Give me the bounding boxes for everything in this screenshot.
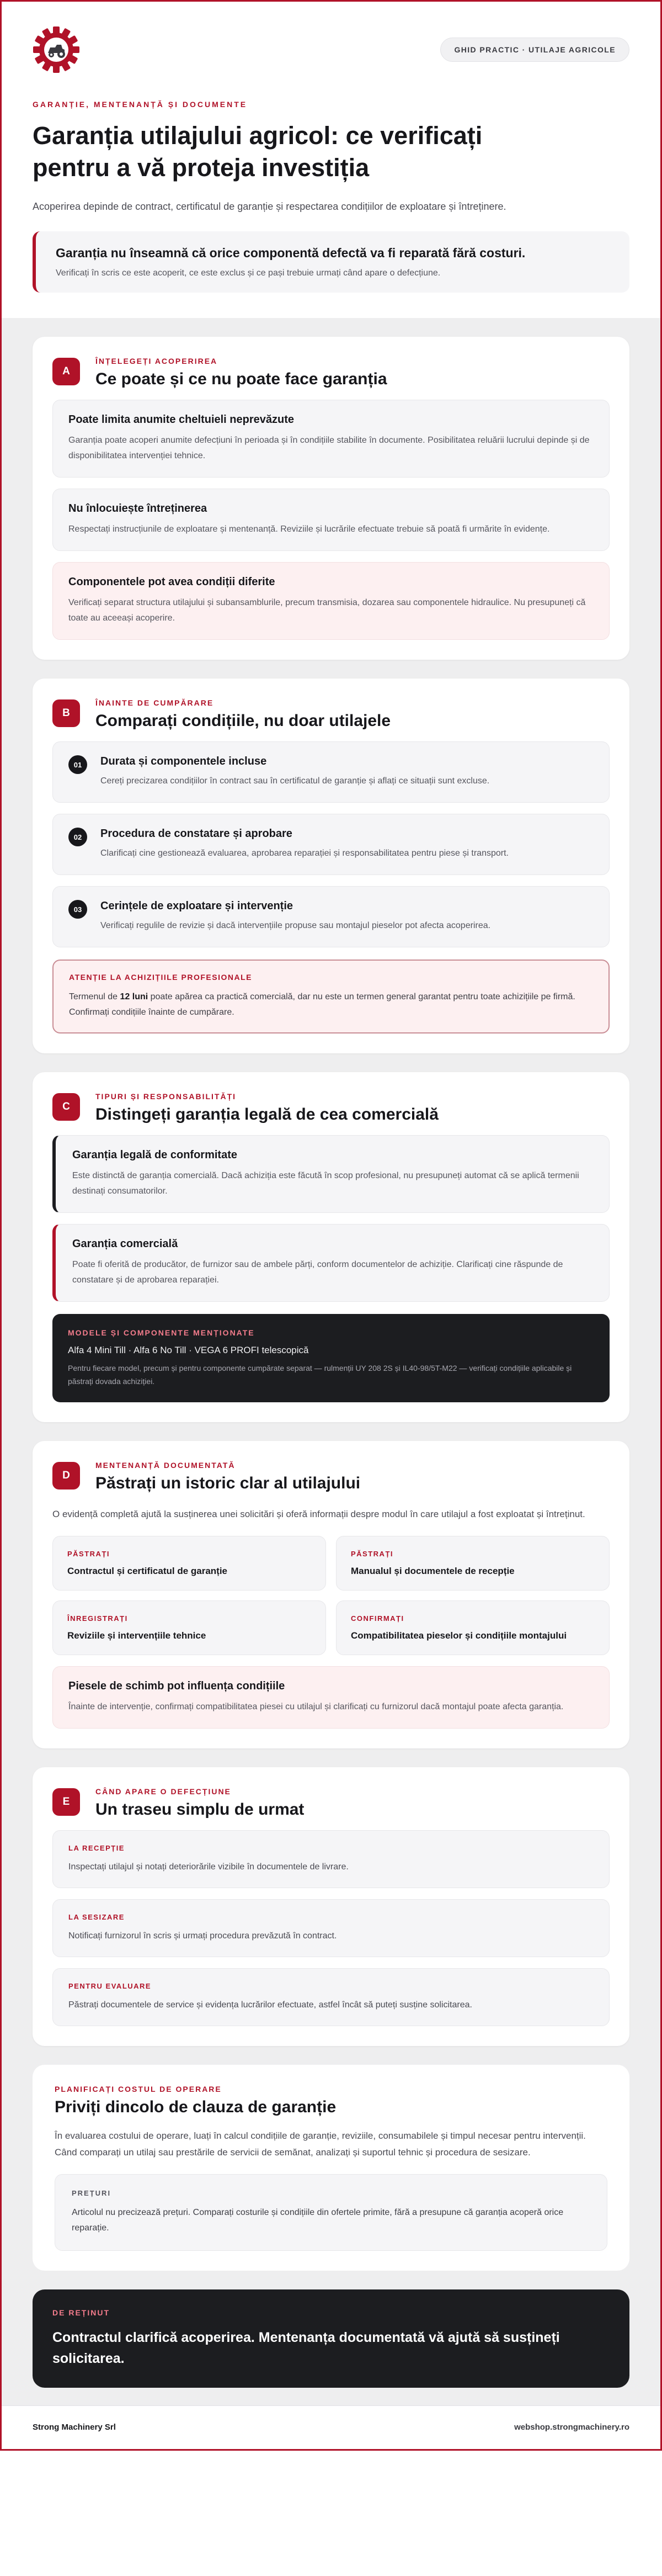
spare-parts-note-title: Piesele de schimb pot influența condițiile (68, 1680, 285, 1692)
section-a-eyebrow: ÎNȚELEGEȚI ACOPERIREA (95, 357, 218, 365)
record-tile-title: Contractul și certificatul de garanție (67, 1566, 228, 1576)
process-step-text: Inspectați utilajul și notați deteriorările vizibile în documentele de livrare. (68, 1862, 349, 1872)
coverage-item-title: Componentele pot avea condiții diferite (68, 576, 275, 588)
summary-kicker: DE REȚINUT (52, 2308, 110, 2317)
spare-parts-note-text: Înainte de intervenție, confirmați compatibilitatea piesei cu utilajul și clarificați cu furnizorul dacă montajul poate afecta garanția. (68, 1702, 564, 1711)
page-title: Garanția utilajului agricol: ce verificați pentru a vă proteja investiția (33, 121, 483, 182)
top-bar (33, 26, 629, 73)
models-kicker: MODELE ȘI COMPONENTE MENȚIONATE (68, 1328, 255, 1337)
section-e-title: Un traseu simplu de urmat (95, 1800, 305, 1819)
section-a-title: Ce poate și ce nu poate face garanția (95, 370, 387, 388)
webshop-link[interactable]: webshop.strongmachinery.ro (514, 2423, 629, 2432)
section-b-card (33, 679, 629, 1053)
process-step (52, 1830, 610, 1888)
operating-cost-eyebrow: PLANIFICAȚI COSTUL DE OPERARE (55, 2085, 222, 2093)
operating-cost-card (33, 2065, 629, 2271)
process-step-kicker: PENTRU EVALUARE (68, 1982, 152, 1990)
checklist-item-text: Clarificați cine gestionează evaluarea, aprobarea reparației și responsabilitatea pentru piese și transport. (100, 849, 509, 858)
record-tile (336, 1600, 610, 1655)
legal-warranty-text: Este distinctă de garanția comercială. Dacă achiziția este făcută în scop profesional, nu presupuneți automat că se aplică termenii destinați consumatorilor. (72, 1171, 579, 1196)
process-step-kicker: LA SESIZARE (68, 1913, 125, 1921)
coverage-item-text: Garanția poate acoperi anumite defecțiuni în perioada și în condițiile stabilite în documente. Posibilitatea reluării lucrului depinde și de disponibilitatea intervenției tehnice. (68, 436, 590, 460)
checklist-item-title: Cerințele de exploatare și intervenție (100, 900, 293, 912)
prices-text: Articolul nu precizează prețuri. Comparați costurile și condițiile din ofertele primite, fără a presupune că garanția acoperă orice reparație. (72, 2208, 564, 2233)
section-b-badge: B (52, 699, 80, 727)
models-text: Pentru fiecare model, precum și pentru componente cumpărate separat — rulmenții UY 208 2S și IL40-98/5T-M22 — verificați condițiile aplicabile și păstrați dovada achiziției. (68, 1364, 572, 1386)
process-step-text: Păstrați documentele de service și evidența lucrărilor efectuate, astfel încât să puteți susține solicitarea. (68, 2000, 472, 2010)
section-b-eyebrow: ÎNAINTE DE CUMPĂRARE (95, 698, 214, 707)
checklist-item-title: Durata și componentele incluse (100, 755, 267, 767)
legal-warranty-box (52, 1135, 610, 1213)
record-tile-kicker: PĂSTRAȚI (351, 1550, 393, 1558)
coverage-item (52, 400, 610, 478)
section-e-card (33, 1767, 629, 2046)
commercial-warranty-box (52, 1224, 610, 1302)
summary-text: Contractul clarifică acoperirea. Mentenanța documentată vă ajută să susțineți solicitarea. (52, 2330, 560, 2366)
models-list: Alfa 4 Mini Till · Alfa 6 No Till · VEGA 6 PROFI telescopică (68, 1345, 309, 1355)
alert-kicker: ATENȚIE LA ACHIZIȚIILE PROFESIONALE (69, 973, 252, 982)
operating-cost-title: Priviți dincolo de clauza de garanție (55, 2098, 337, 2116)
section-c-title: Distingeți garanția legală de cea comercială (95, 1105, 439, 1123)
section-e-header (52, 1787, 610, 1819)
summary-box (33, 2289, 629, 2388)
section-a-header (52, 357, 610, 389)
company-name: Strong Machinery Srl (33, 2423, 116, 2432)
commercial-warranty-text: Poate fi oferită de producător, de furnizor sau de ambele părți, conform documentelor de achiziție. Clarificați cine răspunde de constatare și de aprobarea reparației. (72, 1260, 563, 1285)
section-d-title: Păstrați un istoric clar al utilajului (95, 1474, 361, 1492)
coverage-item-text: Verificați separat structura utilajului și subansamblurile, precum transmisia, dozarea sau componentele hidraulice. Nu presupuneți că toate au aceeași acoperire. (68, 598, 586, 623)
coverage-item (52, 489, 610, 551)
checklist-item (52, 741, 610, 803)
coverage-item-highlight (52, 562, 610, 640)
hero-kicker: GARANȚIE, MENTENANȚĂ ȘI DOCUMENTE (33, 100, 248, 109)
section-d-header (52, 1461, 610, 1493)
gear-logo-icon[interactable] (33, 26, 80, 73)
process-step-kicker: LA RECEPȚIE (68, 1844, 125, 1852)
hero (2, 2, 660, 318)
alert-text (69, 989, 593, 1020)
prices-box (55, 2174, 607, 2251)
step-number: 01 (68, 755, 87, 774)
callout-subtitle: Verificați în scris ce este acoperit, ce este exclus și ce pași trebuie urmați când apare o defecțiune. (56, 268, 441, 278)
section-e-badge: E (52, 1788, 80, 1816)
section-d-card (33, 1441, 629, 1748)
records-grid (52, 1536, 610, 1655)
record-tile-kicker: CONFIRMAȚI (351, 1614, 404, 1623)
checklist-item (52, 886, 610, 947)
process-step-text: Notificați furnizorul în scris și urmați procedura prevăzută în contract. (68, 1931, 337, 1941)
step-number: 03 (68, 900, 87, 919)
record-tile (52, 1600, 326, 1655)
section-c-eyebrow: TIPURI ȘI RESPONSABILITĂȚI (95, 1092, 237, 1101)
process-step (52, 1899, 610, 1957)
section-d-eyebrow: MENTENANȚĂ DOCUMENTATĂ (95, 1461, 236, 1470)
prices-kicker: PREȚURI (72, 2189, 111, 2197)
alert-text-pre: Termenul de (69, 992, 120, 1001)
record-tile-title: Reviziile și intervențiile tehnice (67, 1630, 206, 1641)
record-tile-kicker: PĂSTRAȚI (67, 1550, 110, 1558)
callout-title: Garanția nu înseamnă că orice componentă defectă va fi reparată fără costuri. (56, 246, 526, 260)
section-d-intro: O evidență completă ajută la susținerea unei solicitări și oferă informații despre modul în care utilajul a fost exploatat și întreținut. (52, 1509, 585, 1519)
content (2, 318, 660, 2405)
record-tile (336, 1536, 610, 1591)
checklist-item-title: Procedura de constatare și aprobare (100, 828, 292, 840)
models-box (52, 1314, 610, 1402)
alert-text-strong: 12 luni (120, 992, 148, 1001)
guide-pill: GHID PRACTIC · UTILAJE AGRICOLE (440, 38, 629, 62)
step-number: 02 (68, 828, 87, 846)
coverage-item-title: Poate limita anumite cheltuieli neprevăzute (68, 414, 295, 426)
coverage-item-title: Nu înlocuiește întreținerea (68, 502, 207, 515)
footer (2, 2405, 660, 2451)
spare-parts-note (52, 1666, 610, 1729)
professional-purchase-alert (52, 960, 610, 1033)
section-a-badge: A (52, 358, 80, 385)
section-c-badge: C (52, 1093, 80, 1121)
record-tile-title: Compatibilitatea pieselor și condițiile montajului (351, 1630, 567, 1641)
record-tile-kicker: ÎNREGISTRAȚI (67, 1614, 128, 1623)
hero-callout (33, 231, 629, 293)
alert-text-post: poate apărea ca practică comercială, dar nu este un termen general garantat pentru toate achizițiile pe firmă. Confirmați condițiile înainte de cumpărare. (69, 992, 575, 1017)
process-step (52, 1968, 610, 2026)
section-c-header (52, 1092, 610, 1124)
operating-cost-intro: În evaluarea costului de operare, luați în calcul condițiile de garanție, reviziile, consumabilele și timpul necesar pentru intervenții. Când comparați un utilaj sau prestările de servicii de semănat, analizați și suportul tehnic și procedura de sesizare. (55, 2130, 586, 2158)
section-b-title: Comparați condițiile, nu doar utilajele (95, 712, 391, 730)
checklist-item-text: Cereți precizarea condițiilor în contract sau în certificatul de garanție și aflați ce situații sunt excluse. (100, 776, 490, 786)
section-b-header (52, 698, 610, 730)
checklist-item-text: Verificați regulile de revizie și dacă intervențiile propuse sau montajul pieselor pot afecta acoperirea. (100, 921, 491, 930)
commercial-warranty-title: Garanția comercială (72, 1238, 178, 1250)
record-tile-title: Manualul și documentele de recepție (351, 1566, 515, 1576)
record-tile (52, 1536, 326, 1591)
section-a-card (33, 337, 629, 660)
section-c-card (33, 1072, 629, 1422)
section-d-badge: D (52, 1462, 80, 1490)
checklist-item (52, 814, 610, 875)
coverage-item-text: Respectați instrucțiunile de exploatare și mentenanță. Reviziile și lucrările efectuate trebuie să poată fi urmărite în evidențe. (68, 524, 550, 534)
section-e-eyebrow: CÂND APARE O DEFECȚIUNE (95, 1787, 231, 1796)
hero-lead: Acoperirea depinde de contract, certificatul de garanție și respectarea condițiilor de exploatare și întreținere. (33, 201, 506, 212)
legal-warranty-title: Garanția legală de conformitate (72, 1149, 237, 1161)
